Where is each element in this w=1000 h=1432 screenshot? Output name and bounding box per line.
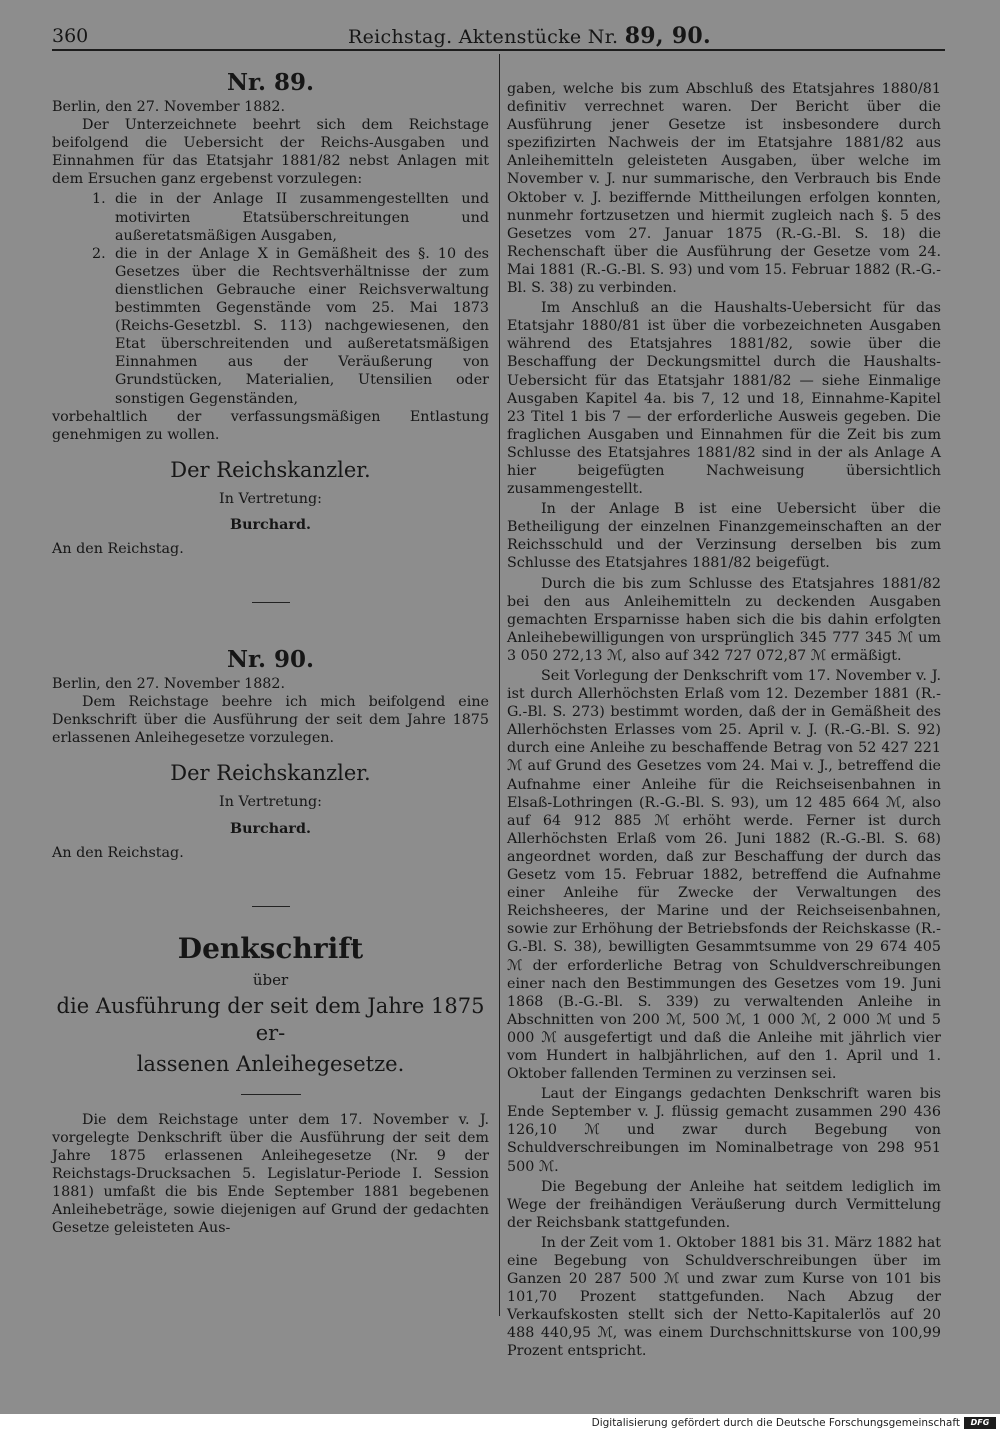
- nr90-signer: Der Reichskanzler.: [170, 761, 371, 786]
- body-paragraph: Seit Vorlegung der Denkschrift vom 17. November v. J. ist durch Allerhöchsten Erlaß vom 12. Dezember 1881 (R.-G.-Bl. S. 273) bestimmt worden, daß der in Gemäßheit des Allerhöchsten Erlasses vom 25. April v. J. (R.-G.-Bl. S. 92) durch eine Anleihe zu beschaffende Betrag von 52 427 221 ℳ auf Grund des Gesetzes vom 24. Mai v. J., betreffend die Aufnahme einer Anleihe für die Reichseisenbahnen in Elsaß-Lothringen (R.-G.-Bl. S. 93), um 12 485 664 ℳ, also auf 64 912 885 ℳ erhöht werde. Ferner ist durch Allerhöchsten Erlaß vom 26. Juni 1882 (R.-G.-Bl. S. 68) angeordnet worden, daß zur Beschaffung der durch das Gesetz vom 15. Februar 1882, betreffend die Aufnahme einer Anleihe für Zwecke der Verwaltungen des Reichsheeres, der Marine und der Reichseisenbahnen, sowie zur Erhöhung der Betriebsfonds der Reichskasse (R.-G.-Bl. S. 38), bewilligten Gesammtsumme von 29 674 405 ℳ der erforderliche Betrag von Schuldverschreibungen einer nach den Bestimmungen des Gesetzes vom 19. Juni 1868 (B.-G.-Bl. S. 339) zu verwaltenden Anleihe in Abschnitten von 200 ℳ, 500 ℳ, 1 000 ℳ, 2 000 ℳ und 5 000 ℳ ausgefertigt und daß die Anleihe mit jährlich vier vom Hundert in halbjährlichen, auf den 1. April und 1. Oktober fallenden Terminen zu verzinsen sei.: [507, 668, 941, 1083]
- denkschrift-title: Denkschrift: [177, 931, 364, 965]
- page-header: [52, 22, 945, 50]
- nr90-date: Berlin, den 27. November 1882.: [52, 676, 286, 693]
- body-paragraph: Laut der Eingangs gedachten Denkschrift waren bis Ende September v. J. flüssig gemacht zusammen 290 436 126,10 ℳ und zwar durch Begebung von Schuldverschreibungen im Nominalbetrage von 298 951 500 ℳ.: [507, 1086, 941, 1175]
- section-separator: [252, 906, 290, 907]
- nr90-signature: Burchard.: [230, 820, 311, 837]
- list-item-text: die in der Anlage X in Gemäßheit des §. 10 des Gesetzes über die Rechtsverhältnisse der zum dienstlichen Gebrauche einer Reichsverwaltung bestimmten Gegenstände vom 25. Mai 1873 (Reichs-Gesetzbl. S. 113) nachgewiesenen, den Etat überschreitenden und außeretatsmäßigen Einnahmen aus der Veräußerung von Grundstücken, Materialien, Utensilien oder sonstigen Gegenständen,: [115, 245, 489, 407]
- denkschrift-subtitle-line2: lassenen Anleihegesetze.: [136, 1051, 405, 1076]
- nr89-intro: Der Unterzeichnete beehrt sich dem Reichstage beifolgend die Uebersicht der Reichs-Ausgaben und Einnahmen für das Etatsjahr 1881/82 nebst Anlagen mit dem Ersuchen ganz ergebenst vorzulegen:: [52, 117, 489, 188]
- body-paragraph: Durch die bis zum Schlusse des Etatsjahres 1881/82 bei den aus Anleihemitteln zu deckenden Ausgaben gemachten Ersparnisse haben sich die bis dahin erfolgten Anleihebewilligungen von ursprünglich 345 777 345 ℳ um 3 050 272,13 ℳ, also auf 342 727 072,87 ℳ ermäßigt.: [507, 575, 941, 664]
- document-nr-89: [52, 68, 489, 558]
- denkschrift-over: über: [252, 970, 289, 989]
- list-item-number: 2.: [92, 245, 106, 262]
- document-nr-90: [52, 645, 489, 862]
- section-separator: [252, 602, 290, 603]
- nr89-item-list: [52, 190, 489, 407]
- list-item: [52, 190, 489, 244]
- footer-credit: Digitalisierung gefördert durch die Deutsche Forschungsgemeinschaft: [591, 1417, 960, 1429]
- header-rule: [52, 49, 945, 51]
- nr89-addressee: An den Reichstag.: [52, 540, 184, 557]
- body-paragraph: gaben, welche bis zum Abschluß des Etatsjahres 1880/81 definitiv verrechnet waren. Der Bericht über die Ausführung jener Gesetze ist insbesondere durch spezifizirten Nachweis der im Etatsjahre 1881/82 aus Anleihemitteln geleisteten Ausgaben, über welche im November v. J. nur summarische, den Verbrauch bis Ende Oktober v. J. beziffernde Mittheilungen erfolgen konnten, nunmehr fortzusetzen und hiermit zugleich nach §. 5 des Gesetzes vom 27. Januar 1875 (R.-G.-Bl. S. 18) die Rechenschaft über die Ausführung der Gesetze vom 24. Mai 1881 (R.-G.-Bl. S. 93) und vom 15. Februar 1882 (R.-G.-Bl. S. 38) zu verbinden.: [507, 81, 941, 297]
- list-item-text: die in der Anlage II zusammengestellten und motivirten Etatsüberschreitungen und außeretatsmäßigen Ausgaben,: [115, 191, 489, 244]
- list-item: [52, 245, 489, 408]
- nr89-date: Berlin, den 27. November 1882.: [52, 99, 286, 115]
- body-paragraph: Im Anschluß an die Haushalts-Uebersicht für das Etatsjahr 1880/81 ist über die vorbezeichneten Ausgaben während des Etatsjahres 1881/82, sowie über die Beschaffung der Deckungsmittel durch die Haushalts-Uebersicht für das Etatsjahr 1881/82 — siehe Einmalige Ausgaben Kapitel 4a. bis 7, 12 und 18, Einnahme-Kapitel 23 Titel 1 bis 7 — der erforderliche Ausweis gegeben. Die fraglichen Ausgaben und Einnahmen für die Zeit bis zum Schlusse des Etatsjahres 1881/82 sind in der als Anlage A hier beigefügten Nachweisung übersichtlich zusammengestellt.: [507, 300, 941, 498]
- denkschrift-section: [52, 931, 489, 1238]
- nr89-signature: Burchard.: [230, 516, 311, 533]
- nr89-signer: Der Reichskanzler.: [170, 457, 371, 482]
- running-title-numbers: 89, 90.: [624, 23, 711, 49]
- nr89-title: Nr. 89.: [226, 69, 315, 96]
- running-title-text: Reichstag. Aktenstücke Nr.: [348, 26, 619, 48]
- nr90-representation: In Vertretung:: [219, 794, 322, 811]
- denkschrift-paragraph: Die dem Reichstage unter dem 17. November v. J. vorgelegte Denkschrift über die Ausführung der seit dem Jahre 1875 erlassenen Anleihegesetze (Nr. 9 der Reichstags-Drucksachen 5. Legislatur-Periode I. Session 1881) umfaßt die bis Ende September 1881 begebenen Anleihebeträge, sowie diejenigen auf Grund der gedachten Gesetze geleisteten Aus-: [52, 1111, 489, 1237]
- running-title: [348, 22, 711, 51]
- body-paragraph: In der Anlage B ist eine Uebersicht über die Betheiligung der einzelnen Finanzgemeinschaften an der Reichsschuld und der Verzinsung derselben bis zum Schlusse des Etatsjahres 1881/82 beigefügt.: [507, 501, 941, 572]
- denkschrift-subtitle-line1: die Ausführung der seit dem Jahre 1875 er-: [56, 993, 485, 1045]
- digitization-footer: [0, 1414, 1000, 1432]
- nr89-closing: vorbehaltlich der verfassungsmäßigen Entlastung genehmigen zu wollen.: [52, 408, 489, 443]
- nr90-addressee: An den Reichstag.: [52, 844, 184, 861]
- heading-rule: [241, 1094, 301, 1095]
- body-paragraph: In der Zeit vom 1. Oktober 1881 bis 31. März 1882 hat eine Begebung von Schuldverschreibungen über im Ganzen 20 287 500 ℳ und zwar zum Kurse von 101 bis 101,70 Prozent stattgefunden. Nach Abzug der Verkaufskosten stellt sich der Netto-Kapitalerlös auf 20 488 440,95 ℳ, was einem Durchschnittskurse von 100,99 Prozent entspricht.: [507, 1234, 941, 1360]
- body-paragraph: Die Begebung der Anleihe hat seitdem lediglich im Wege der freihändigen Veräußerung durch Vermittelung der Reichsbank stattgefunden.: [507, 1178, 941, 1231]
- nr90-title: Nr. 90.: [226, 646, 315, 674]
- dfg-logo: DFG: [964, 1417, 996, 1429]
- nr89-representation: In Vertretung:: [219, 490, 322, 507]
- list-item-number: 1.: [92, 191, 106, 208]
- nr90-body: Dem Reichstage beehre ich mich beifolgend eine Denkschrift über die Ausführung der seit dem Jahre 1875 erlassenen Anleihegesetze vorzulegen.: [52, 694, 489, 747]
- page-number: 360: [52, 25, 89, 47]
- right-column: [507, 80, 941, 1361]
- left-column: [52, 62, 489, 1237]
- column-divider: [499, 54, 500, 1316]
